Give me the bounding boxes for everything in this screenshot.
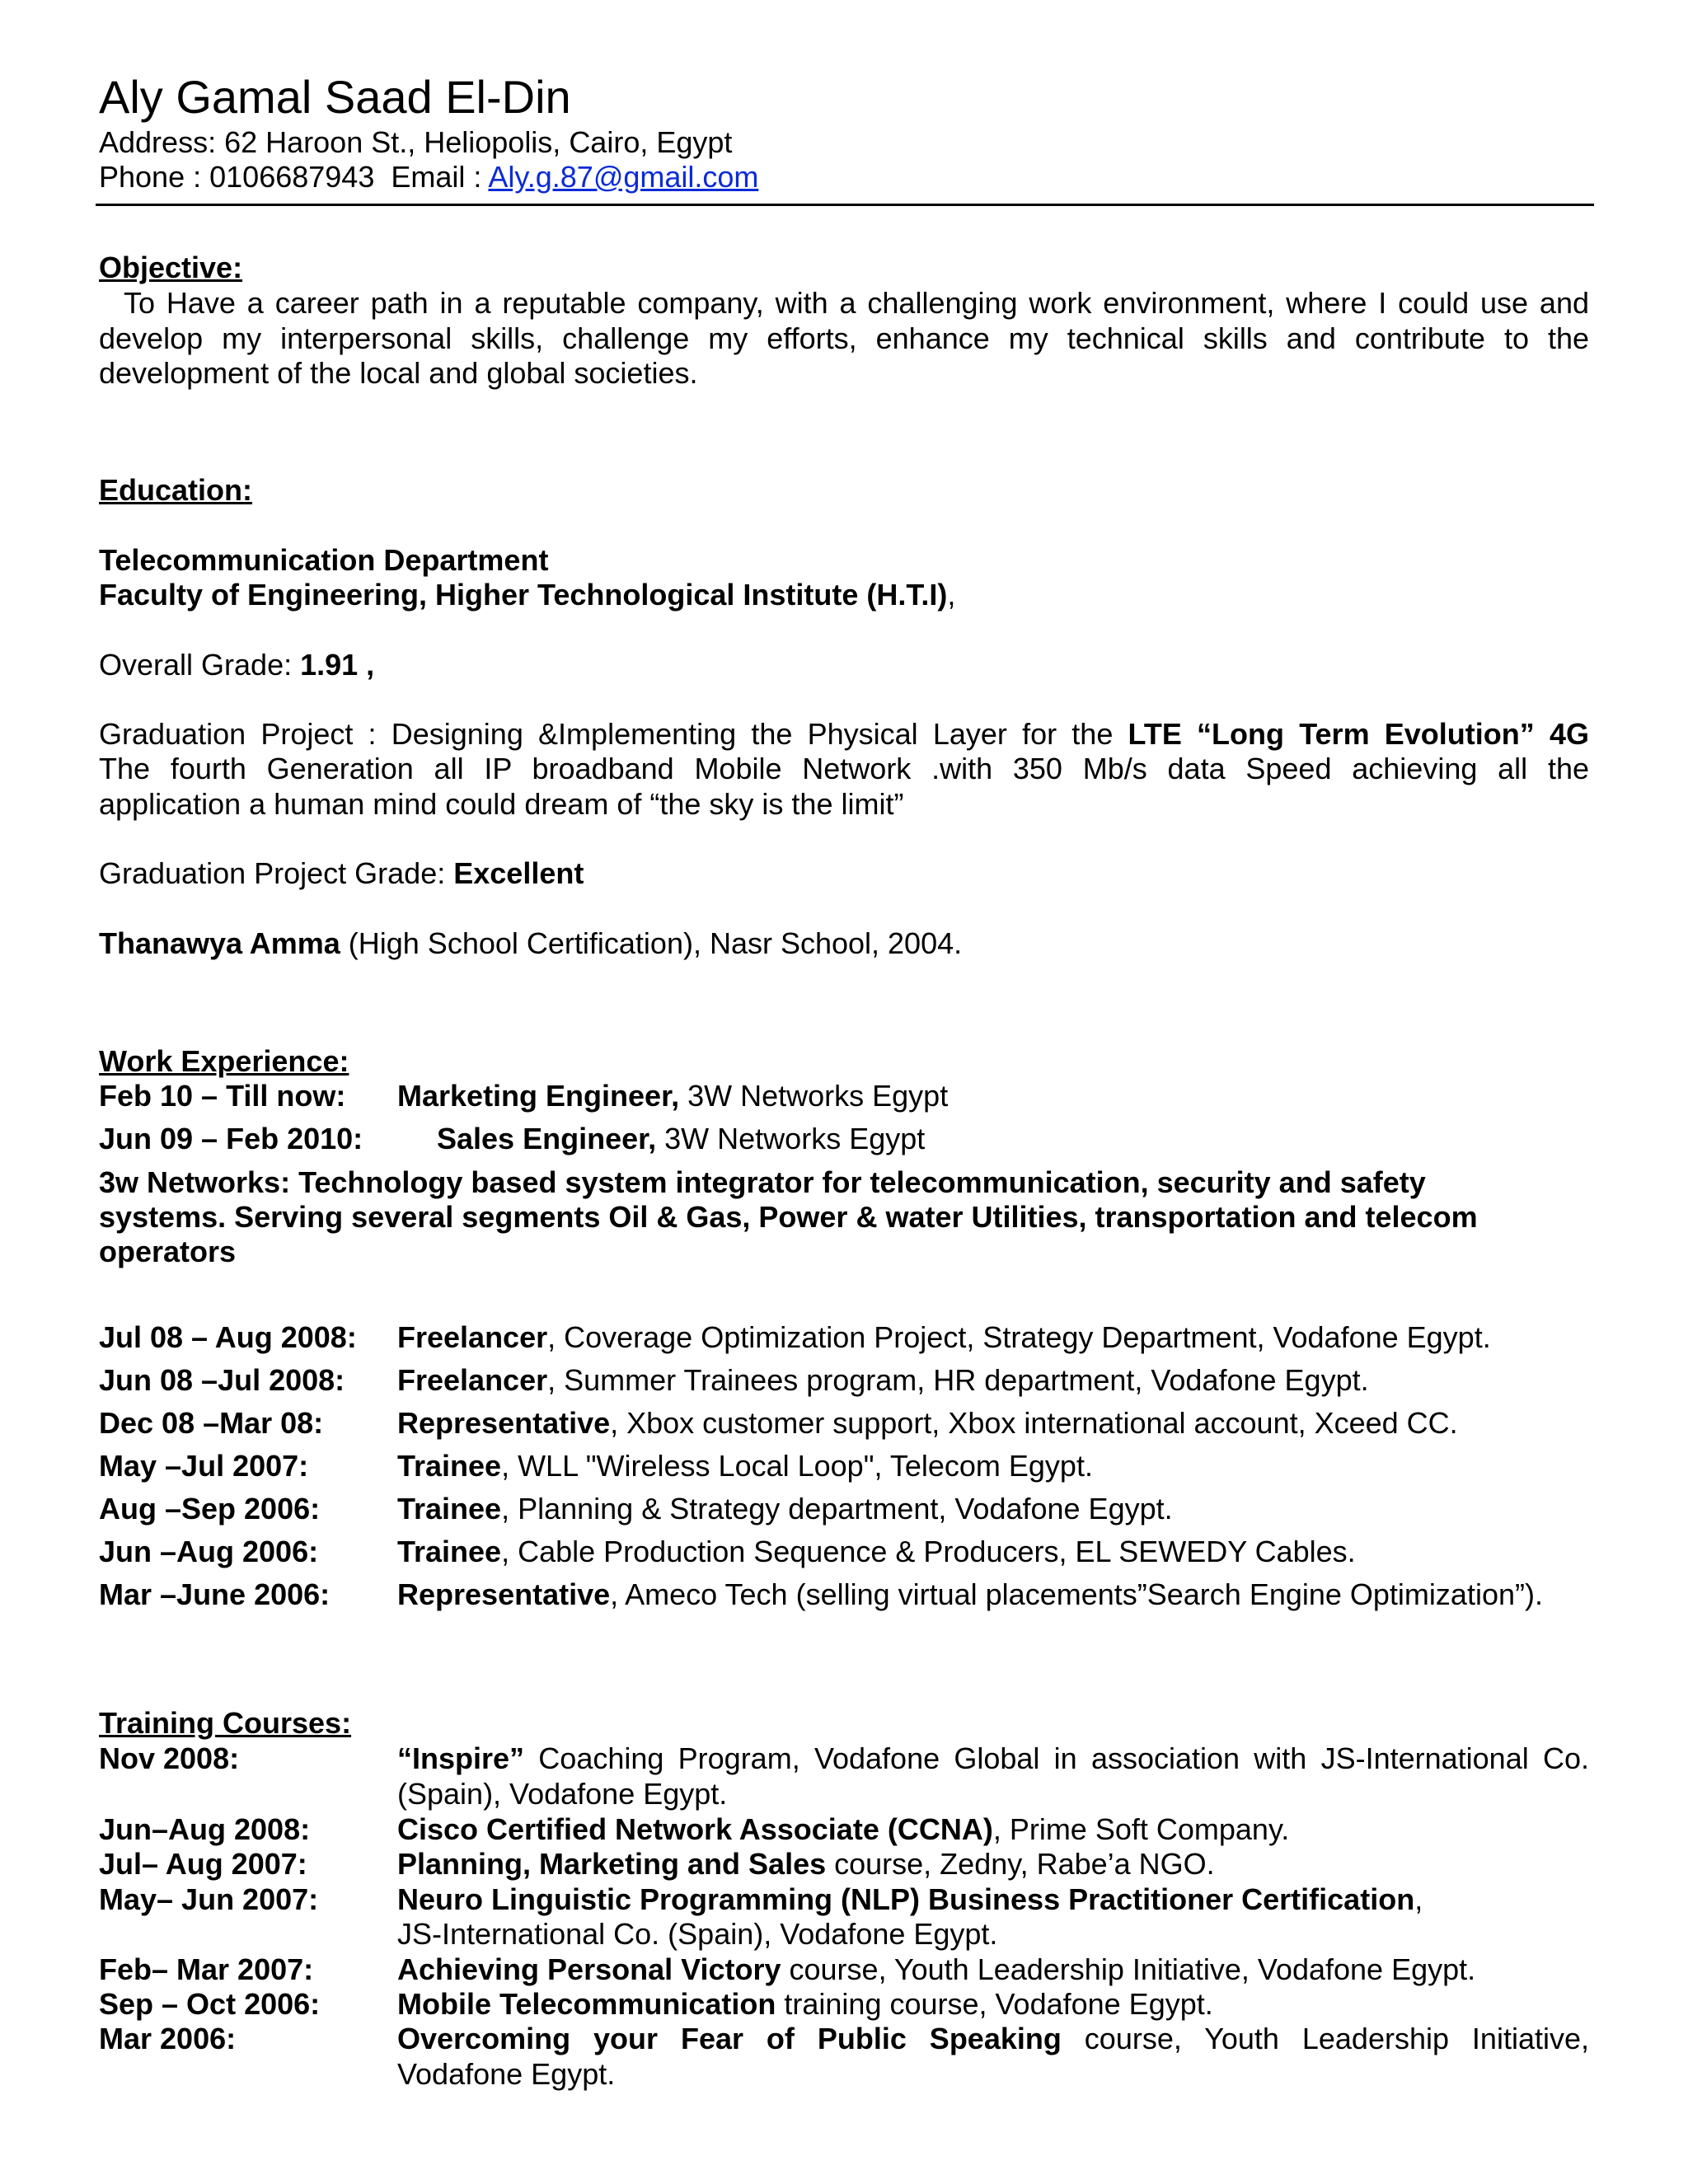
work-item-date: Aug –Sep 2006: bbox=[99, 1492, 321, 1526]
phone-value: 0106687943 bbox=[209, 160, 375, 194]
training-item-details: course, Youth Leadership Initiative, Vodafone Egypt. bbox=[397, 2022, 1589, 2091]
work-item-desc bbox=[397, 1492, 1173, 1526]
phone-label: Phone : bbox=[99, 160, 202, 194]
address-value: 62 Haroon St., Heliopolis, Cairo, Egypt bbox=[224, 125, 733, 159]
objective-heading: Objective: bbox=[99, 251, 243, 284]
training-item-desc bbox=[397, 1952, 1475, 1987]
work-item-role: Trainee bbox=[397, 1535, 502, 1568]
work-item-details: , Summer Trainees program, HR department, Vodafone Egypt. bbox=[547, 1363, 1369, 1397]
training-item-details: Coaching Program, Vodafone Global in association with JS-International Co. (Spain), Vodafone Egypt. bbox=[397, 1741, 1589, 1811]
training-item-title: Planning, Marketing and Sales bbox=[397, 1847, 827, 1881]
training-heading: Training Courses: bbox=[99, 1706, 352, 1740]
training-item-details: training course, Vodafone Egypt. bbox=[776, 1987, 1213, 2021]
work-previous-entry bbox=[437, 1122, 925, 1156]
project-grade-line bbox=[99, 856, 584, 891]
training-item-title: Achieving Personal Victory bbox=[397, 1952, 781, 1986]
high-school-line bbox=[99, 926, 962, 961]
overall-grade-value: 1.91 , bbox=[300, 648, 375, 682]
work-item-details: , Xbox customer support, Xbox international account, Xceed CC. bbox=[610, 1406, 1458, 1440]
work-previous-org: 3W Networks Egypt bbox=[664, 1122, 926, 1155]
work-current-org: 3W Networks Egypt bbox=[687, 1079, 949, 1113]
work-item-role: Freelancer bbox=[397, 1320, 548, 1354]
work-item-desc bbox=[397, 1320, 1491, 1355]
graduation-project-line-1 bbox=[99, 717, 1589, 752]
high-school-details: (High School Certification), Nasr School, 2004. bbox=[348, 926, 963, 960]
work-item-date: Dec 08 –Mar 08: bbox=[99, 1406, 324, 1440]
email-link[interactable]: Aly.g.87@gmail.com bbox=[488, 160, 759, 194]
graduation-project-title: LTE “Long Term Evolution” 4G bbox=[1128, 717, 1589, 751]
training-item-date: Mar 2006: bbox=[99, 2022, 237, 2055]
training-item-details: course, Zedny, Rabe’a NGO. bbox=[826, 1847, 1215, 1881]
training-item-details: course, Youth Leadership Initiative, Vodafone Egypt. bbox=[781, 1952, 1476, 1986]
graduation-project-line-2: The fourth Generation all IP broadband Mobile Network .with 350 Mb/s data Speed achieving all the bbox=[99, 752, 1589, 785]
work-previous-date: Jun 09 – Feb 2010: bbox=[99, 1122, 363, 1155]
training-item-desc bbox=[397, 1812, 1289, 1847]
work-item-desc bbox=[397, 1363, 1369, 1398]
training-item-date: May– Jun 2007: bbox=[99, 1882, 319, 1916]
training-item-details: , Prime Soft Company. bbox=[992, 1812, 1290, 1846]
training-item-title: Cisco Certified Network Associate (CCNA) bbox=[397, 1812, 993, 1846]
work-item-role: Freelancer bbox=[397, 1363, 548, 1397]
work-item-details: , Planning & Strategy department, Vodafone Egypt. bbox=[501, 1492, 1173, 1526]
work-item-role: Representative bbox=[397, 1577, 611, 1611]
training-item-title: “Inspire” bbox=[397, 1741, 525, 1775]
phone-email-line bbox=[99, 160, 758, 194]
overall-grade-label: Overall Grade: bbox=[99, 648, 293, 682]
project-grade-value: Excellent bbox=[453, 856, 584, 890]
work-experience-heading: Work Experience: bbox=[99, 1044, 349, 1078]
header-divider bbox=[96, 204, 1594, 206]
work-item-date: Jun 08 –Jul 2008: bbox=[99, 1363, 345, 1397]
work-item-desc bbox=[397, 1577, 1543, 1612]
applicant-name: Aly Gamal Saad El-Din bbox=[99, 71, 571, 123]
training-item-title: Neuro Linguistic Programming (NLP) Business Practitioner Certification bbox=[397, 1882, 1415, 1916]
work-item-desc bbox=[397, 1406, 1458, 1441]
education-department: Telecommunication Department bbox=[99, 543, 549, 577]
training-item-date: Nov 2008: bbox=[99, 1741, 240, 1775]
work-item-details: , Ameco Tech (selling virtual placements”Search Engine Optimization”). bbox=[610, 1577, 1543, 1611]
training-item-date: Sep – Oct 2006: bbox=[99, 1987, 321, 2021]
work-current-date: Feb 10 – Till now: bbox=[99, 1079, 346, 1113]
training-item-desc bbox=[397, 1847, 1215, 1882]
work-item-details: , Cable Production Sequence & Producers, EL SEWEDY Cables. bbox=[501, 1535, 1356, 1568]
training-item-desc bbox=[397, 2022, 1589, 2092]
training-item-desc bbox=[397, 1882, 1423, 1917]
work-item-role: Trainee bbox=[397, 1449, 502, 1483]
work-item-date: Jul 08 – Aug 2008: bbox=[99, 1320, 357, 1354]
work-item-details: , WLL "Wireless Local Loop", Telecom Egypt. bbox=[501, 1449, 1093, 1483]
training-item-details: , bbox=[1414, 1882, 1423, 1916]
work-item-desc bbox=[397, 1535, 1356, 1569]
education-heading: Education: bbox=[99, 473, 252, 507]
email-label: Email : bbox=[391, 160, 482, 194]
objective-text: To Have a career path in a reputable company, with a challenging work environment, where I could use and develop my interpersonal skills, challenge my efforts, enhance my technical skills and contribute to the development of the local and global societies. bbox=[99, 286, 1589, 390]
work-item-date: May –Jul 2007: bbox=[99, 1449, 309, 1483]
work-item-date: Mar –June 2006: bbox=[99, 1577, 331, 1611]
work-current-entry bbox=[397, 1079, 948, 1113]
work-item-role: Representative bbox=[397, 1406, 611, 1440]
training-item-desc bbox=[397, 1987, 1213, 2022]
training-item-continuation: JS-International Co. (Spain), Vodafone Egypt. bbox=[397, 1917, 998, 1951]
education-faculty-line bbox=[99, 578, 955, 612]
training-item-title: Overcoming your Fear of Public Speaking bbox=[397, 2022, 1062, 2055]
training-item-date: Feb– Mar 2007: bbox=[99, 1952, 314, 1986]
graduation-project-prefix: Graduation Project : Designing &Implementing the Physical Layer for the bbox=[99, 717, 1114, 751]
graduation-project-line-3: application a human mind could dream of “the sky is the limit” bbox=[99, 787, 904, 821]
education-faculty: Faculty of Engineering, Higher Technological Institute (H.T.I) bbox=[99, 578, 948, 612]
overall-grade-line bbox=[99, 648, 374, 682]
work-item-desc bbox=[397, 1449, 1093, 1483]
company-description: 3w Networks: Technology based system integrator for telecommunication, security and safety systems. Serving several segments Oil & Gas, Power & water Utilities, transportation and telecom operators bbox=[99, 1165, 1478, 1268]
high-school-name: Thanawya Amma bbox=[99, 926, 340, 960]
work-item-details: , Coverage Optimization Project, Strategy Department, Vodafone Egypt. bbox=[547, 1320, 1491, 1354]
work-item-role: Trainee bbox=[397, 1492, 502, 1526]
work-current-role: Marketing Engineer, bbox=[397, 1079, 680, 1113]
education-faculty-suffix: , bbox=[947, 578, 956, 612]
work-item-date: Jun –Aug 2006: bbox=[99, 1535, 319, 1568]
address-line bbox=[99, 125, 732, 160]
training-item-date: Jun–Aug 2008: bbox=[99, 1812, 311, 1846]
training-item-title: Mobile Telecommunication bbox=[397, 1987, 776, 2021]
project-grade-label: Graduation Project Grade: bbox=[99, 856, 446, 890]
address-label: Address: bbox=[99, 125, 217, 159]
work-previous-role: Sales Engineer, bbox=[437, 1122, 657, 1155]
training-item-desc bbox=[397, 1741, 1589, 1811]
training-item-date: Jul– Aug 2007: bbox=[99, 1847, 307, 1881]
